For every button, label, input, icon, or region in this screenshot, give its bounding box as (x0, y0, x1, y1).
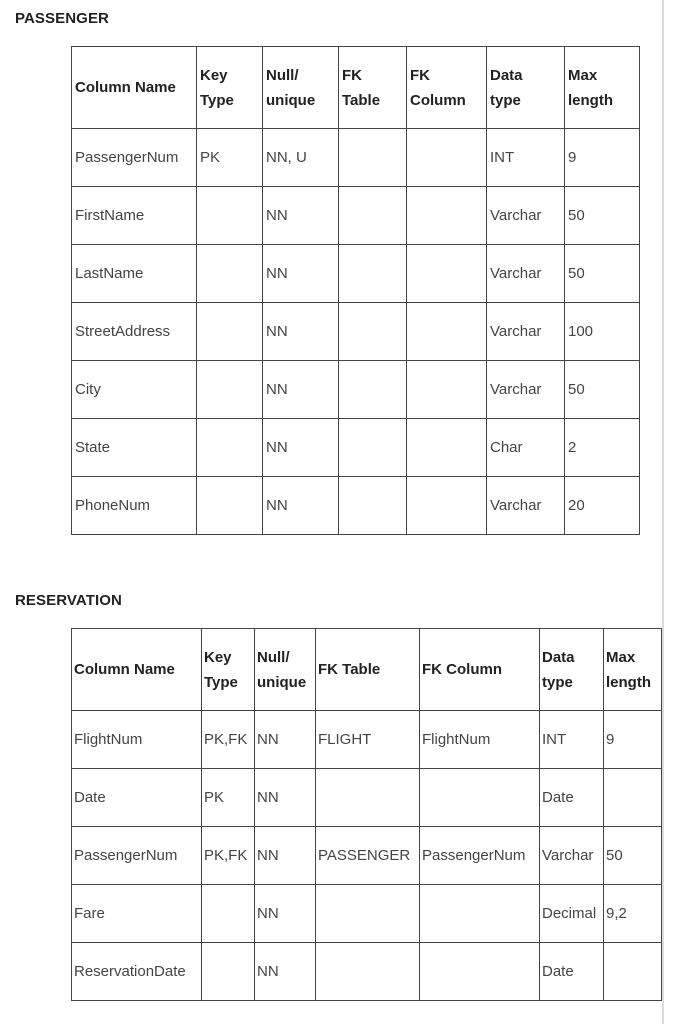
table-cell (316, 943, 420, 1001)
table-cell: Char (487, 419, 565, 477)
header-column-name: Column Name (72, 629, 202, 711)
table-cell: NN (263, 245, 339, 303)
table-cell: NN (263, 419, 339, 477)
passenger-section-title: PASSENGER (15, 10, 109, 27)
table-cell: 50 (565, 361, 640, 419)
header-max-length: Max length (565, 47, 640, 129)
table-cell: NN, U (263, 129, 339, 187)
table-cell (604, 769, 662, 827)
table-cell (339, 187, 407, 245)
table-cell: FlightNum (420, 711, 540, 769)
table-cell (339, 419, 407, 477)
table-row (72, 885, 662, 943)
table-row (72, 303, 640, 361)
passenger-table (71, 46, 640, 535)
table-cell: Fare (72, 885, 202, 943)
table-cell (420, 885, 540, 943)
table-cell (407, 477, 487, 535)
table-cell: Decimal (540, 885, 604, 943)
table-cell: NN (255, 827, 316, 885)
table-cell (339, 245, 407, 303)
header-fk-column: FK Column (407, 47, 487, 129)
table-cell (604, 943, 662, 1001)
table-row (72, 711, 662, 769)
table-header-row (72, 47, 640, 129)
table-cell: INT (487, 129, 565, 187)
table-cell (339, 129, 407, 187)
table-cell: StreetAddress (72, 303, 197, 361)
table-cell: PK (202, 769, 255, 827)
table-cell: City (72, 361, 197, 419)
table-cell: Varchar (487, 477, 565, 535)
table-cell: 100 (565, 303, 640, 361)
table-cell (407, 419, 487, 477)
table-cell (197, 361, 263, 419)
table-cell: NN (263, 361, 339, 419)
table-cell (202, 943, 255, 1001)
table-cell: 9,2 (604, 885, 662, 943)
table-cell: NN (263, 187, 339, 245)
table-cell (197, 187, 263, 245)
table-row (72, 187, 640, 245)
header-null-unique: Null/ unique (263, 47, 339, 129)
table-cell (420, 769, 540, 827)
table-row (72, 129, 640, 187)
table-cell: State (72, 419, 197, 477)
table-cell: PASSENGER (316, 827, 420, 885)
header-fk-column: FK Column (420, 629, 540, 711)
table-cell: Varchar (487, 303, 565, 361)
table-row (72, 361, 640, 419)
table-cell (407, 361, 487, 419)
table-cell: NN (255, 711, 316, 769)
table-cell: INT (540, 711, 604, 769)
table-cell: 50 (604, 827, 662, 885)
header-data-type: Data type (487, 47, 565, 129)
table-cell: 9 (565, 129, 640, 187)
table-cell (339, 361, 407, 419)
table-row (72, 477, 640, 535)
table-cell (339, 303, 407, 361)
table-cell: 2 (565, 419, 640, 477)
table-cell: PassengerNum (72, 129, 197, 187)
table-cell: ReservationDate (72, 943, 202, 1001)
table-cell: PhoneNum (72, 477, 197, 535)
table-cell: Varchar (487, 245, 565, 303)
table-row (72, 769, 662, 827)
table-cell: NN (263, 303, 339, 361)
table-cell: NN (255, 943, 316, 1001)
table-cell (420, 943, 540, 1001)
table-cell: Varchar (487, 361, 565, 419)
table-cell: FirstName (72, 187, 197, 245)
table-header-row (72, 629, 662, 711)
header-max-length: Max length (604, 629, 662, 711)
header-column-name: Column Name (72, 47, 197, 129)
table-cell: PassengerNum (72, 827, 202, 885)
table-cell (316, 769, 420, 827)
table-cell: NN (255, 885, 316, 943)
table-cell (316, 885, 420, 943)
header-null-unique: Null/ unique (255, 629, 316, 711)
header-key-type: Key Type (197, 47, 263, 129)
table-row (72, 943, 662, 1001)
table-cell: Date (540, 943, 604, 1001)
table-cell (202, 885, 255, 943)
table-cell: PK (197, 129, 263, 187)
table-cell (407, 245, 487, 303)
reservation-section-title: RESERVATION (15, 592, 122, 609)
table-cell: 20 (565, 477, 640, 535)
table-cell: Date (540, 769, 604, 827)
table-cell (197, 303, 263, 361)
reservation-table (71, 628, 662, 1001)
table-cell: FLIGHT (316, 711, 420, 769)
table-cell: Date (72, 769, 202, 827)
table-cell: Varchar (540, 827, 604, 885)
table-cell: LastName (72, 245, 197, 303)
table-cell: 50 (565, 187, 640, 245)
header-data-type: Data type (540, 629, 604, 711)
table-cell: Varchar (487, 187, 565, 245)
table-row (72, 419, 640, 477)
right-border-line (662, 0, 664, 1024)
table-cell (197, 477, 263, 535)
table-cell: PK,FK (202, 827, 255, 885)
table-row (72, 245, 640, 303)
table-row (72, 827, 662, 885)
table-cell (407, 187, 487, 245)
table-cell (339, 477, 407, 535)
table-cell: 50 (565, 245, 640, 303)
header-fk-table: FK Table (316, 629, 420, 711)
table-cell (197, 419, 263, 477)
table-cell: PassengerNum (420, 827, 540, 885)
table-cell: NN (263, 477, 339, 535)
table-cell: NN (255, 769, 316, 827)
table-cell (407, 303, 487, 361)
table-cell (407, 129, 487, 187)
header-key-type: Key Type (202, 629, 255, 711)
table-cell: 9 (604, 711, 662, 769)
table-cell: PK,FK (202, 711, 255, 769)
table-cell (197, 245, 263, 303)
table-cell: FlightNum (72, 711, 202, 769)
header-fk-table: FK Table (339, 47, 407, 129)
